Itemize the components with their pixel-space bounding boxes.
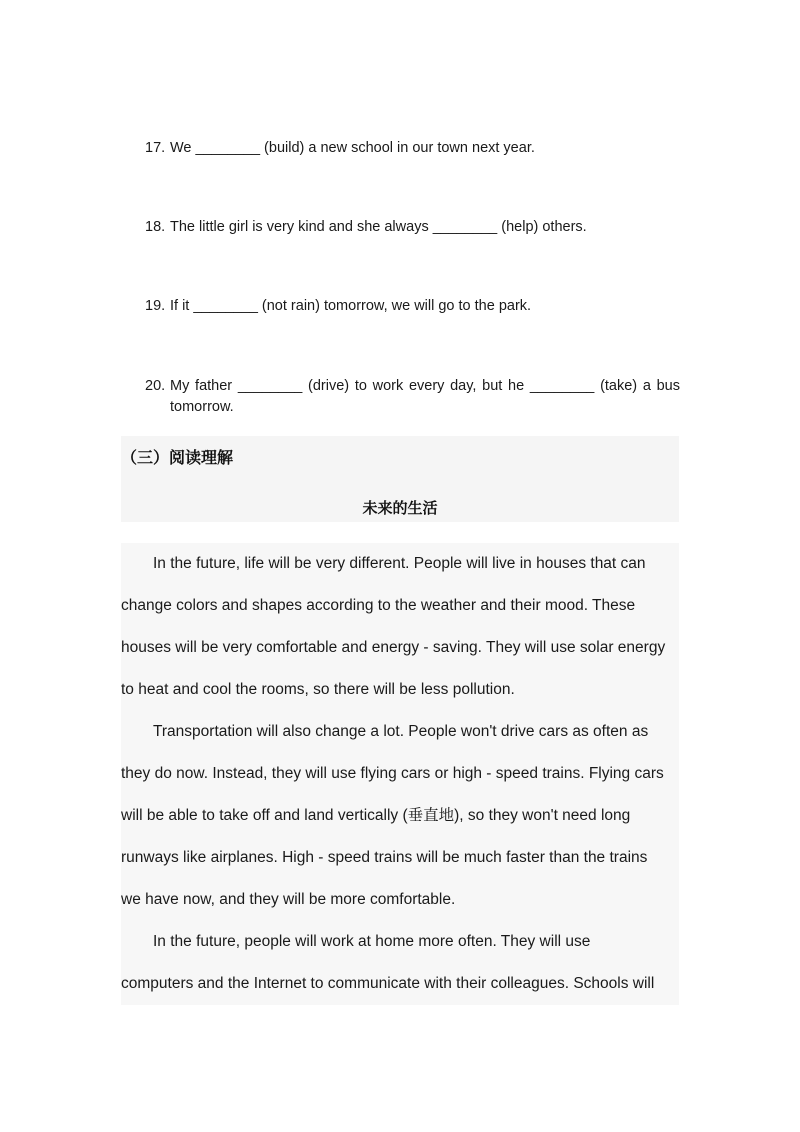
passage-line: change colors and shapes according to the weather and their mood. These (121, 597, 636, 614)
question-19 (145, 296, 680, 317)
question-number: 19. (145, 298, 166, 314)
question-17 (145, 138, 680, 159)
reading-passage (121, 543, 679, 1005)
passage-line: we have now, and they will be more comfortable. (121, 891, 456, 908)
question-number: 18. (145, 219, 166, 235)
passage-line: In the future, life will be very different. People will live in houses that can (153, 555, 646, 572)
passage-line: they do now. Instead, they will use flying cars or high - speed trains. Flying cars (121, 765, 664, 782)
passage-line: computers and the Internet to communicate with their colleagues. Schools will (121, 975, 655, 992)
question-text-line-2: tomorrow. (170, 399, 234, 415)
question-text: The little girl is very kind and she always ________ (help) others. (170, 219, 587, 235)
passage-line: runways like airplanes. High - speed trains will be much faster than the trains (121, 849, 648, 866)
question-text: If it ________ (not rain) tomorrow, we will go to the park. (170, 298, 532, 314)
passage-line: houses will be very comfortable and energy - saving. They will use solar energy (121, 639, 666, 656)
question-number: 17. (145, 140, 166, 156)
passage-title: 未来的生活 (362, 499, 438, 517)
passage-line: In the future, people will work at home more often. They will use (153, 933, 591, 950)
question-number: 20. (145, 378, 166, 394)
question-18 (145, 217, 680, 238)
section-title: （三）阅读理解 (121, 448, 234, 467)
question-text: We ________ (build) a new school in our town next year. (170, 140, 535, 156)
passage-line: Transportation will also change a lot. People won't drive cars as often as (153, 723, 649, 740)
question-text-line-1: My father ________ (drive) to work every day, but he ________ (take) a bus (170, 378, 680, 394)
question-20 (145, 376, 680, 418)
passage-line: to heat and cool the rooms, so there will be less pollution. (121, 681, 515, 698)
passage-line: will be able to take off and land vertically (垂直地), so they won't need long (121, 807, 631, 824)
